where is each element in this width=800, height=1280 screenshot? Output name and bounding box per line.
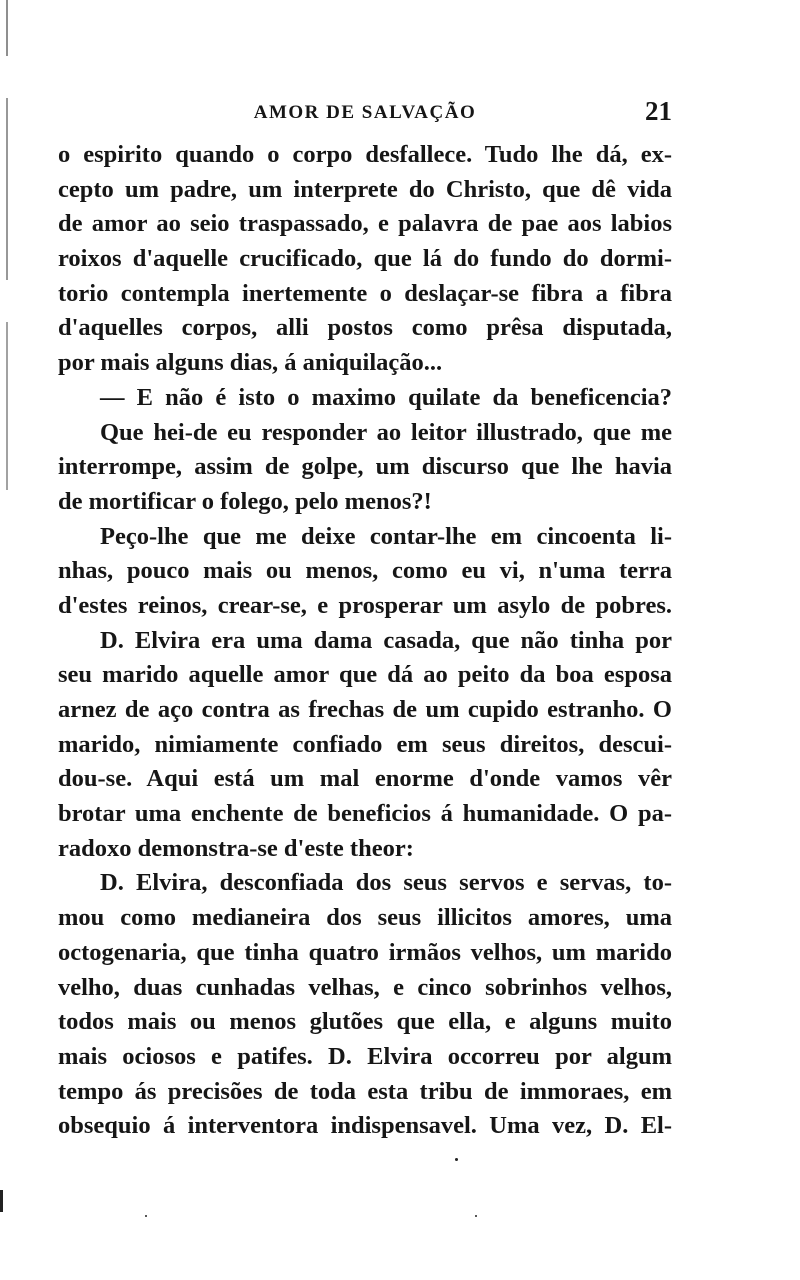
text-line: nhas, pouco mais ou menos, como eu vi, n'uma terra <box>58 557 672 585</box>
text-line: Que hei-de eu responder ao leitor illustrado, que me <box>100 418 672 446</box>
text-line: torio contempla inertemente o deslaçar-se fibra a fibra <box>58 279 672 307</box>
text-line: o espirito quando o corpo desfallece. Tudo lhe dá, ex- <box>58 141 672 168</box>
text-line: por mais alguns dias, á aniquilação... <box>58 349 443 377</box>
text-line: interrompe, assim de golpe, um discurso que lhe havia <box>58 453 672 481</box>
page-number: 21 <box>645 96 672 126</box>
text-line: de mortificar o folego, pelo menos?! <box>58 487 432 515</box>
text-line: de amor ao seio traspassado, e palavra de pae aos labios <box>58 210 672 238</box>
text-line: d'aquelles corpos, alli postos como prêsa disputada, <box>58 314 672 342</box>
text-line: — E não é isto o maximo quilate da beneficencia? <box>100 383 672 411</box>
text-line: arnez de aço contra as frechas de um cupido estranho. O <box>58 696 672 723</box>
running-title: AMOR DE SALVAÇÃO <box>253 102 477 123</box>
text-line: octogenaria, que tinha quatro irmãos velhos, um marido <box>58 938 672 966</box>
binding-shadow <box>6 0 8 700</box>
text-line: marido, nimiamente confiado em seus direitos, descui- <box>58 730 672 758</box>
text-line: radoxo demonstra-se d'este theor: <box>58 834 414 862</box>
text-line: D. Elvira era uma dama casada, que não tinha por <box>100 626 672 654</box>
page-edge-mark <box>0 1190 3 1212</box>
ink-speck <box>475 1215 477 1217</box>
text-line: todos mais ou menos glutões que ella, e alguns muito <box>58 1008 672 1036</box>
text-line: mou como medianeira dos seus illicitos amores, uma <box>58 904 672 932</box>
text-line: D. Elvira, desconfiada dos seus servos e servas, to- <box>100 869 672 897</box>
text-line: obsequio á interventora indispensavel. Uma vez, D. El- <box>58 1112 672 1140</box>
text-line: brotar uma enchente de beneficios á humanidade. O pa- <box>58 800 672 828</box>
running-header <box>58 96 672 130</box>
ink-speck <box>455 1158 458 1161</box>
text-line: mais ociosos e patifes. D. Elvira occorreu por algum <box>58 1042 672 1070</box>
text-line: dou-se. Aqui está um mal enorme d'onde vamos vêr <box>58 765 672 793</box>
text-line: velho, duas cunhadas velhas, e cinco sobrinhos velhos, <box>58 973 672 1001</box>
text-line: cepto um padre, um interprete do Christo, que dê vida <box>58 175 672 203</box>
text-line: Peço-lhe que me deixe contar-lhe em cincoenta li- <box>100 522 672 550</box>
text-line: seu marido aquelle amor que dá ao peito da boa esposa <box>58 661 672 689</box>
text-line: tempo ás precisões de toda esta tribu de immoraes, em <box>58 1077 672 1105</box>
text-line: roixos d'aquelle crucificado, que lá do fundo do dormi- <box>58 245 672 273</box>
ink-speck <box>145 1215 147 1217</box>
body-text <box>58 138 672 1144</box>
text-line: d'estes reinos, crear-se, e prosperar um asylo de pobres. <box>58 591 672 619</box>
